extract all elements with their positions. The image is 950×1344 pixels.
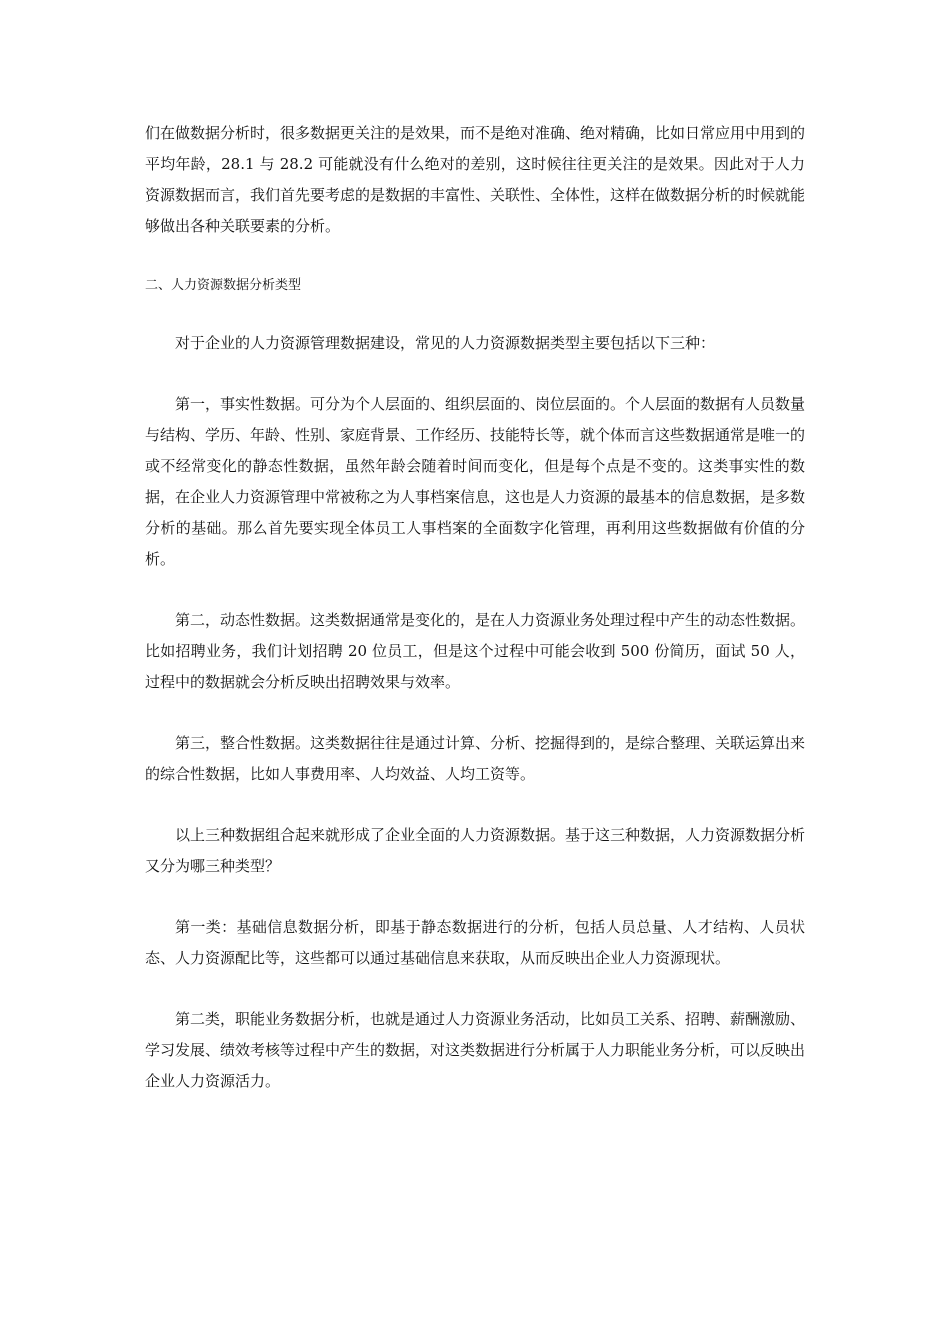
intro-paragraph: 们在做数据分析时，很多数据更关注的是效果，而不是绝对准确、绝对精确，比如日常应用中用到的平均年龄，28.1 与 28.2 可能就没有什么绝对的差别，这时候往往更关注的是效果。因此对于人力资源数据而言，我们首先要考虑的是数据的丰富性、关联性、全体性，这样在做数据分析的时候就能够做出各种关联要素的分析。 (145, 124, 806, 235)
first-type-paragraph: 第一，事实性数据。可分为个人层面的、组织层面的、岗位层面的。个人层面的数据有人员数量与结构、学历、年龄、性别、家庭背景、工作经历、技能特长等，就个体而言这些数据通常是唯一的或不经常变化的静态性数据，虽然年龄会随着时间而变化，但是每个点是不变的。这类事实性的数据，在企业人力资源管理中常被称之为人事档案信息，这也是人力资源的最基本的信息数据，是多数分析的基础。那么首先要实现全体员工人事档案的全面数字化管理，再利用这些数据做有价值的分析。 (145, 395, 806, 568)
types-intro-paragraph: 对于企业的人力资源管理数据建设，常见的人力资源数据类型主要包括以下三种： (175, 334, 716, 352)
section-heading: 二、人力资源数据分析类型 (145, 278, 302, 293)
summary-paragraph: 以上三种数据组合起来就形成了企业全面的人力资源数据。基于这三种数据，人力资源数据分析又分为哪三种类型？ (145, 826, 806, 875)
second-type-paragraph: 第二，动态性数据。这类数据通常是变化的，是在人力资源业务处理过程中产生的动态性数据。比如招聘业务，我们计划招聘 20 位员工，但是这个过程中可能会收到 500 份简历，面试 50 人，过程中的数据就会分析反映出招聘效果与效率。 (145, 611, 806, 691)
class-one-paragraph: 第一类：基础信息数据分析，即基于静态数据进行的分析，包括人员总量、人才结构、人员状态、人力资源配比等，这些都可以通过基础信息来获取，从而反映出企业人力资源现状。 (145, 918, 805, 967)
document-page (145, 118, 805, 1097)
class-two-paragraph: 第二类，职能业务数据分析，也就是通过人力资源业务活动，比如员工关系、招聘、薪酬激励、学习发展、绩效考核等过程中产生的数据，对这类数据进行分析属于人力职能业务分析，可以反映出企业人力资源活力。 (145, 1010, 806, 1090)
third-type-paragraph: 第三，整合性数据。这类数据往往是通过计算、分析、挖掘得到的，是综合整理、关联运算出来的综合性数据，比如人事费用率、人均效益、人均工资等。 (145, 734, 806, 783)
